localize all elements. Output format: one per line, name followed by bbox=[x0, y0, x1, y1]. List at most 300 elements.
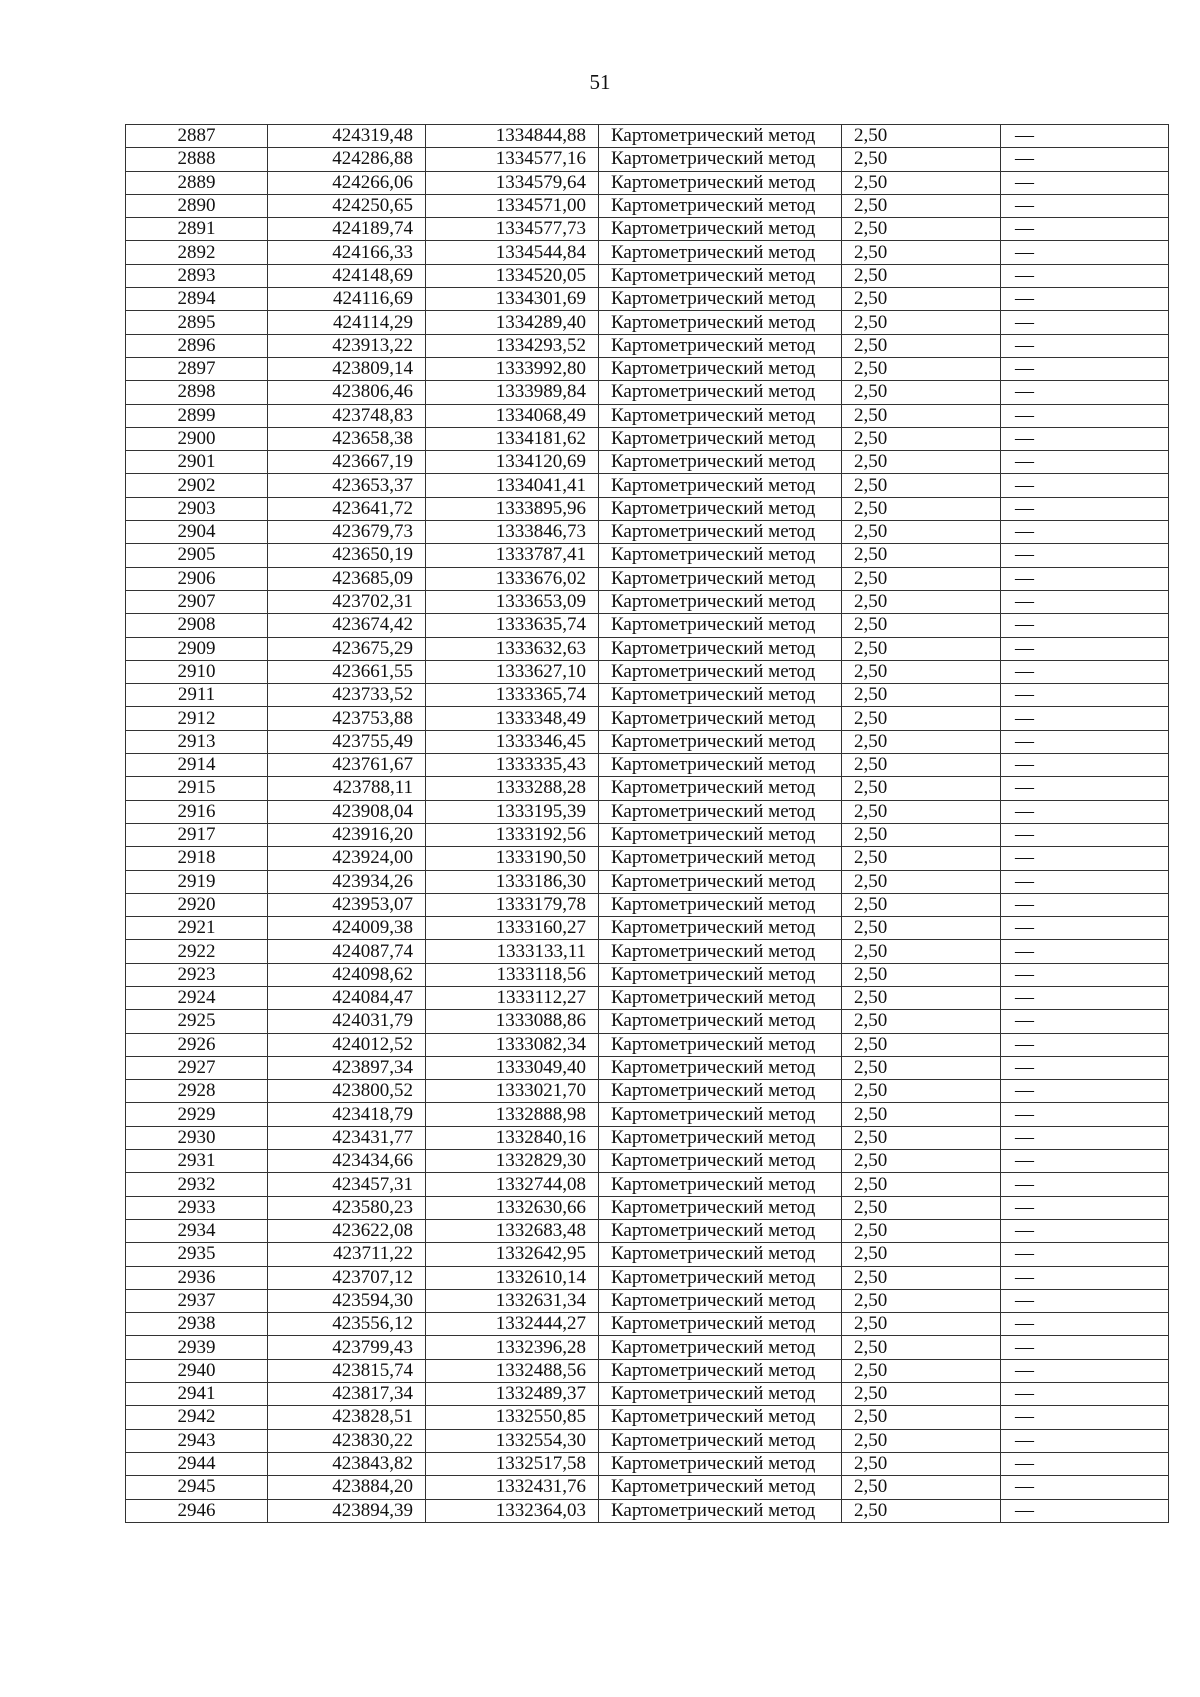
error-cell: 2,50 bbox=[842, 730, 1001, 753]
table-row bbox=[126, 544, 1169, 567]
error-cell: 2,50 bbox=[842, 148, 1001, 171]
point-number-cell: 2905 bbox=[126, 544, 268, 567]
x-coordinate-cell: 423916,20 bbox=[268, 823, 426, 846]
table-row bbox=[126, 1010, 1169, 1033]
y-coordinate-cell: 1332642,95 bbox=[426, 1243, 599, 1266]
y-coordinate-cell: 1333160,27 bbox=[426, 917, 599, 940]
method-cell: Картометрический метод bbox=[599, 218, 842, 241]
error-cell: 2,50 bbox=[842, 847, 1001, 870]
x-coordinate-cell: 423788,11 bbox=[268, 777, 426, 800]
table-row bbox=[126, 870, 1169, 893]
y-coordinate-cell: 1333632,63 bbox=[426, 637, 599, 660]
x-coordinate-cell: 423594,30 bbox=[268, 1289, 426, 1312]
x-coordinate-cell: 423580,23 bbox=[268, 1196, 426, 1219]
x-coordinate-cell: 423828,51 bbox=[268, 1406, 426, 1429]
method-cell: Картометрический метод bbox=[599, 800, 842, 823]
description-cell: — bbox=[1001, 940, 1169, 963]
table-row bbox=[126, 125, 1169, 148]
table-row bbox=[126, 1289, 1169, 1312]
description-cell: — bbox=[1001, 1476, 1169, 1499]
method-cell: Картометрический метод bbox=[599, 567, 842, 590]
table-row bbox=[126, 1243, 1169, 1266]
method-cell: Картометрический метод bbox=[599, 357, 842, 380]
description-cell: — bbox=[1001, 1080, 1169, 1103]
method-cell: Картометрический метод bbox=[599, 1243, 842, 1266]
x-coordinate-cell: 423674,42 bbox=[268, 614, 426, 637]
description-cell: — bbox=[1001, 357, 1169, 380]
x-coordinate-cell: 423894,39 bbox=[268, 1499, 426, 1522]
table-row bbox=[126, 660, 1169, 683]
x-coordinate-cell: 423457,31 bbox=[268, 1173, 426, 1196]
description-cell: — bbox=[1001, 1243, 1169, 1266]
method-cell: Картометрический метод bbox=[599, 171, 842, 194]
x-coordinate-cell: 423685,09 bbox=[268, 567, 426, 590]
x-coordinate-cell: 423924,00 bbox=[268, 847, 426, 870]
x-coordinate-cell: 423799,43 bbox=[268, 1336, 426, 1359]
description-cell: — bbox=[1001, 707, 1169, 730]
method-cell: Картометрический метод bbox=[599, 730, 842, 753]
method-cell: Картометрический метод bbox=[599, 1056, 842, 1079]
description-cell: — bbox=[1001, 847, 1169, 870]
error-cell: 2,50 bbox=[842, 614, 1001, 637]
x-coordinate-cell: 423707,12 bbox=[268, 1266, 426, 1289]
point-number-cell: 2900 bbox=[126, 427, 268, 450]
point-number-cell: 2940 bbox=[126, 1359, 268, 1382]
table-row bbox=[126, 1336, 1169, 1359]
method-cell: Картометрический метод bbox=[599, 963, 842, 986]
description-cell: — bbox=[1001, 474, 1169, 497]
description-cell: — bbox=[1001, 1103, 1169, 1126]
y-coordinate-cell: 1333992,80 bbox=[426, 357, 599, 380]
method-cell: Картометрический метод bbox=[599, 1033, 842, 1056]
point-number-cell: 2899 bbox=[126, 404, 268, 427]
y-coordinate-cell: 1333846,73 bbox=[426, 521, 599, 544]
error-cell: 2,50 bbox=[842, 1196, 1001, 1219]
y-coordinate-cell: 1333346,45 bbox=[426, 730, 599, 753]
error-cell: 2,50 bbox=[842, 1010, 1001, 1033]
x-coordinate-cell: 424266,06 bbox=[268, 171, 426, 194]
y-coordinate-cell: 1332444,27 bbox=[426, 1313, 599, 1336]
method-cell: Картометрический метод bbox=[599, 451, 842, 474]
point-number-cell: 2916 bbox=[126, 800, 268, 823]
method-cell: Картометрический метод bbox=[599, 1126, 842, 1149]
table-row bbox=[126, 684, 1169, 707]
x-coordinate-cell: 423622,08 bbox=[268, 1219, 426, 1242]
point-number-cell: 2915 bbox=[126, 777, 268, 800]
y-coordinate-cell: 1332840,16 bbox=[426, 1126, 599, 1149]
y-coordinate-cell: 1334579,64 bbox=[426, 171, 599, 194]
description-cell: — bbox=[1001, 288, 1169, 311]
method-cell: Картометрический метод bbox=[599, 1452, 842, 1475]
y-coordinate-cell: 1334301,69 bbox=[426, 288, 599, 311]
description-cell: — bbox=[1001, 148, 1169, 171]
y-coordinate-cell: 1332431,76 bbox=[426, 1476, 599, 1499]
y-coordinate-cell: 1332396,28 bbox=[426, 1336, 599, 1359]
x-coordinate-cell: 423556,12 bbox=[268, 1313, 426, 1336]
description-cell: — bbox=[1001, 1313, 1169, 1336]
point-number-cell: 2887 bbox=[126, 125, 268, 148]
table-row bbox=[126, 171, 1169, 194]
x-coordinate-cell: 423884,20 bbox=[268, 1476, 426, 1499]
x-coordinate-cell: 423702,31 bbox=[268, 590, 426, 613]
method-cell: Картометрический метод bbox=[599, 777, 842, 800]
method-cell: Картометрический метод bbox=[599, 823, 842, 846]
error-cell: 2,50 bbox=[842, 1336, 1001, 1359]
error-cell: 2,50 bbox=[842, 264, 1001, 287]
y-coordinate-cell: 1333088,86 bbox=[426, 1010, 599, 1033]
x-coordinate-cell: 424319,48 bbox=[268, 125, 426, 148]
description-cell: — bbox=[1001, 567, 1169, 590]
method-cell: Картометрический метод bbox=[599, 194, 842, 217]
error-cell: 2,50 bbox=[842, 637, 1001, 660]
y-coordinate-cell: 1332517,58 bbox=[426, 1452, 599, 1475]
y-coordinate-cell: 1333895,96 bbox=[426, 497, 599, 520]
x-coordinate-cell: 423658,38 bbox=[268, 427, 426, 450]
y-coordinate-cell: 1334544,84 bbox=[426, 241, 599, 264]
error-cell: 2,50 bbox=[842, 963, 1001, 986]
y-coordinate-cell: 1333118,56 bbox=[426, 963, 599, 986]
error-cell: 2,50 bbox=[842, 1476, 1001, 1499]
description-cell: — bbox=[1001, 497, 1169, 520]
error-cell: 2,50 bbox=[842, 404, 1001, 427]
point-number-cell: 2911 bbox=[126, 684, 268, 707]
description-cell: — bbox=[1001, 917, 1169, 940]
x-coordinate-cell: 424012,52 bbox=[268, 1033, 426, 1056]
error-cell: 2,50 bbox=[842, 1126, 1001, 1149]
y-coordinate-cell: 1333021,70 bbox=[426, 1080, 599, 1103]
point-number-cell: 2896 bbox=[126, 334, 268, 357]
y-coordinate-cell: 1333133,11 bbox=[426, 940, 599, 963]
method-cell: Картометрический метод bbox=[599, 940, 842, 963]
x-coordinate-cell: 423650,19 bbox=[268, 544, 426, 567]
error-cell: 2,50 bbox=[842, 1219, 1001, 1242]
description-cell: — bbox=[1001, 334, 1169, 357]
table-row bbox=[126, 357, 1169, 380]
y-coordinate-cell: 1333989,84 bbox=[426, 381, 599, 404]
description-cell: — bbox=[1001, 1196, 1169, 1219]
y-coordinate-cell: 1334289,40 bbox=[426, 311, 599, 334]
description-cell: — bbox=[1001, 1266, 1169, 1289]
x-coordinate-cell: 423908,04 bbox=[268, 800, 426, 823]
error-cell: 2,50 bbox=[842, 1289, 1001, 1312]
table-row bbox=[126, 264, 1169, 287]
table-row bbox=[126, 1103, 1169, 1126]
y-coordinate-cell: 1332744,08 bbox=[426, 1173, 599, 1196]
method-cell: Картометрический метод bbox=[599, 1359, 842, 1382]
point-number-cell: 2917 bbox=[126, 823, 268, 846]
point-number-cell: 2926 bbox=[126, 1033, 268, 1056]
point-number-cell: 2893 bbox=[126, 264, 268, 287]
error-cell: 2,50 bbox=[842, 660, 1001, 683]
y-coordinate-cell: 1333192,56 bbox=[426, 823, 599, 846]
y-coordinate-cell: 1332683,48 bbox=[426, 1219, 599, 1242]
x-coordinate-cell: 423653,37 bbox=[268, 474, 426, 497]
description-cell: — bbox=[1001, 311, 1169, 334]
table-row bbox=[126, 497, 1169, 520]
x-coordinate-cell: 424084,47 bbox=[268, 986, 426, 1009]
table-row bbox=[126, 1429, 1169, 1452]
point-number-cell: 2909 bbox=[126, 637, 268, 660]
table-row bbox=[126, 986, 1169, 1009]
description-cell: — bbox=[1001, 800, 1169, 823]
table-row bbox=[126, 893, 1169, 916]
x-coordinate-cell: 424286,88 bbox=[268, 148, 426, 171]
x-coordinate-cell: 423809,14 bbox=[268, 357, 426, 380]
y-coordinate-cell: 1333195,39 bbox=[426, 800, 599, 823]
y-coordinate-cell: 1332888,98 bbox=[426, 1103, 599, 1126]
table-row bbox=[126, 218, 1169, 241]
method-cell: Картометрический метод bbox=[599, 590, 842, 613]
error-cell: 2,50 bbox=[842, 893, 1001, 916]
table-row bbox=[126, 963, 1169, 986]
table-row bbox=[126, 474, 1169, 497]
page-number: 51 bbox=[589, 70, 611, 94]
x-coordinate-cell: 424189,74 bbox=[268, 218, 426, 241]
method-cell: Картометрический метод bbox=[599, 917, 842, 940]
description-cell: — bbox=[1001, 870, 1169, 893]
error-cell: 2,50 bbox=[842, 567, 1001, 590]
x-coordinate-cell: 424031,79 bbox=[268, 1010, 426, 1033]
coordinates-table-body bbox=[126, 125, 1169, 1523]
point-number-cell: 2890 bbox=[126, 194, 268, 217]
description-cell: — bbox=[1001, 963, 1169, 986]
point-number-cell: 2930 bbox=[126, 1126, 268, 1149]
y-coordinate-cell: 1333676,02 bbox=[426, 567, 599, 590]
point-number-cell: 2889 bbox=[126, 171, 268, 194]
error-cell: 2,50 bbox=[842, 451, 1001, 474]
point-number-cell: 2927 bbox=[126, 1056, 268, 1079]
method-cell: Картометрический метод bbox=[599, 870, 842, 893]
y-coordinate-cell: 1333082,34 bbox=[426, 1033, 599, 1056]
table-row bbox=[126, 1056, 1169, 1079]
method-cell: Картометрический метод bbox=[599, 1336, 842, 1359]
description-cell: — bbox=[1001, 194, 1169, 217]
table-row bbox=[126, 521, 1169, 544]
point-number-cell: 2922 bbox=[126, 940, 268, 963]
table-row bbox=[126, 1196, 1169, 1219]
error-cell: 2,50 bbox=[842, 497, 1001, 520]
description-cell: — bbox=[1001, 893, 1169, 916]
error-cell: 2,50 bbox=[842, 1313, 1001, 1336]
y-coordinate-cell: 1332489,37 bbox=[426, 1383, 599, 1406]
error-cell: 2,50 bbox=[842, 917, 1001, 940]
description-cell: — bbox=[1001, 730, 1169, 753]
method-cell: Картометрический метод bbox=[599, 125, 842, 148]
error-cell: 2,50 bbox=[842, 241, 1001, 264]
x-coordinate-cell: 424116,69 bbox=[268, 288, 426, 311]
error-cell: 2,50 bbox=[842, 194, 1001, 217]
error-cell: 2,50 bbox=[842, 1033, 1001, 1056]
point-number-cell: 2897 bbox=[126, 357, 268, 380]
x-coordinate-cell: 424148,69 bbox=[268, 264, 426, 287]
x-coordinate-cell: 423800,52 bbox=[268, 1080, 426, 1103]
description-cell: — bbox=[1001, 125, 1169, 148]
description-cell: — bbox=[1001, 1150, 1169, 1173]
y-coordinate-cell: 1333190,50 bbox=[426, 847, 599, 870]
point-number-cell: 2901 bbox=[126, 451, 268, 474]
table-row bbox=[126, 823, 1169, 846]
error-cell: 2,50 bbox=[842, 1429, 1001, 1452]
error-cell: 2,50 bbox=[842, 125, 1001, 148]
table-row bbox=[126, 148, 1169, 171]
description-cell: — bbox=[1001, 171, 1169, 194]
point-number-cell: 2942 bbox=[126, 1406, 268, 1429]
x-coordinate-cell: 423761,67 bbox=[268, 754, 426, 777]
description-cell: — bbox=[1001, 1010, 1169, 1033]
error-cell: 2,50 bbox=[842, 544, 1001, 567]
method-cell: Картометрический метод bbox=[599, 893, 842, 916]
x-coordinate-cell: 424250,65 bbox=[268, 194, 426, 217]
error-cell: 2,50 bbox=[842, 311, 1001, 334]
error-cell: 2,50 bbox=[842, 684, 1001, 707]
method-cell: Картометрический метод bbox=[599, 427, 842, 450]
y-coordinate-cell: 1333335,43 bbox=[426, 754, 599, 777]
method-cell: Картометрический метод bbox=[599, 1173, 842, 1196]
point-number-cell: 2923 bbox=[126, 963, 268, 986]
point-number-cell: 2902 bbox=[126, 474, 268, 497]
point-number-cell: 2910 bbox=[126, 660, 268, 683]
point-number-cell: 2892 bbox=[126, 241, 268, 264]
method-cell: Картометрический метод bbox=[599, 497, 842, 520]
y-coordinate-cell: 1333179,78 bbox=[426, 893, 599, 916]
x-coordinate-cell: 423748,83 bbox=[268, 404, 426, 427]
point-number-cell: 2907 bbox=[126, 590, 268, 613]
x-coordinate-cell: 423806,46 bbox=[268, 381, 426, 404]
y-coordinate-cell: 1334571,00 bbox=[426, 194, 599, 217]
table-row bbox=[126, 1126, 1169, 1149]
error-cell: 2,50 bbox=[842, 357, 1001, 380]
error-cell: 2,50 bbox=[842, 1080, 1001, 1103]
y-coordinate-cell: 1333348,49 bbox=[426, 707, 599, 730]
description-cell: — bbox=[1001, 241, 1169, 264]
description-cell: — bbox=[1001, 823, 1169, 846]
error-cell: 2,50 bbox=[842, 1103, 1001, 1126]
method-cell: Картометрический метод bbox=[599, 1103, 842, 1126]
error-cell: 2,50 bbox=[842, 334, 1001, 357]
method-cell: Картометрический метод bbox=[599, 1499, 842, 1522]
error-cell: 2,50 bbox=[842, 590, 1001, 613]
method-cell: Картометрический метод bbox=[599, 544, 842, 567]
y-coordinate-cell: 1333787,41 bbox=[426, 544, 599, 567]
point-number-cell: 2912 bbox=[126, 707, 268, 730]
description-cell: — bbox=[1001, 1336, 1169, 1359]
method-cell: Картометрический метод bbox=[599, 1383, 842, 1406]
table-row bbox=[126, 404, 1169, 427]
point-number-cell: 2906 bbox=[126, 567, 268, 590]
error-cell: 2,50 bbox=[842, 800, 1001, 823]
y-coordinate-cell: 1333627,10 bbox=[426, 660, 599, 683]
method-cell: Картометрический метод bbox=[599, 1150, 842, 1173]
y-coordinate-cell: 1333365,74 bbox=[426, 684, 599, 707]
y-coordinate-cell: 1334520,05 bbox=[426, 264, 599, 287]
table-row bbox=[126, 311, 1169, 334]
method-cell: Картометрический метод bbox=[599, 847, 842, 870]
description-cell: — bbox=[1001, 521, 1169, 544]
method-cell: Картометрический метод bbox=[599, 1266, 842, 1289]
description-cell: — bbox=[1001, 660, 1169, 683]
point-number-cell: 2914 bbox=[126, 754, 268, 777]
y-coordinate-cell: 1334068,49 bbox=[426, 404, 599, 427]
point-number-cell: 2932 bbox=[126, 1173, 268, 1196]
point-number-cell: 2941 bbox=[126, 1383, 268, 1406]
error-cell: 2,50 bbox=[842, 474, 1001, 497]
x-coordinate-cell: 423661,55 bbox=[268, 660, 426, 683]
description-cell: — bbox=[1001, 777, 1169, 800]
method-cell: Картометрический метод bbox=[599, 1429, 842, 1452]
x-coordinate-cell: 423817,34 bbox=[268, 1383, 426, 1406]
x-coordinate-cell: 423431,77 bbox=[268, 1126, 426, 1149]
y-coordinate-cell: 1333049,40 bbox=[426, 1056, 599, 1079]
error-cell: 2,50 bbox=[842, 940, 1001, 963]
description-cell: — bbox=[1001, 684, 1169, 707]
error-cell: 2,50 bbox=[842, 777, 1001, 800]
description-cell: — bbox=[1001, 1033, 1169, 1056]
table-row bbox=[126, 1383, 1169, 1406]
method-cell: Картометрический метод bbox=[599, 264, 842, 287]
error-cell: 2,50 bbox=[842, 986, 1001, 1009]
point-number-cell: 2934 bbox=[126, 1219, 268, 1242]
error-cell: 2,50 bbox=[842, 707, 1001, 730]
table-row bbox=[126, 1452, 1169, 1475]
y-coordinate-cell: 1334181,62 bbox=[426, 427, 599, 450]
error-cell: 2,50 bbox=[842, 1499, 1001, 1522]
point-number-cell: 2903 bbox=[126, 497, 268, 520]
x-coordinate-cell: 423830,22 bbox=[268, 1429, 426, 1452]
description-cell: — bbox=[1001, 544, 1169, 567]
x-coordinate-cell: 423755,49 bbox=[268, 730, 426, 753]
point-number-cell: 2921 bbox=[126, 917, 268, 940]
error-cell: 2,50 bbox=[842, 754, 1001, 777]
table-row bbox=[126, 1406, 1169, 1429]
point-number-cell: 2894 bbox=[126, 288, 268, 311]
table-row bbox=[126, 1219, 1169, 1242]
table-row bbox=[126, 1080, 1169, 1103]
point-number-cell: 2904 bbox=[126, 521, 268, 544]
error-cell: 2,50 bbox=[842, 1266, 1001, 1289]
x-coordinate-cell: 423913,22 bbox=[268, 334, 426, 357]
point-number-cell: 2920 bbox=[126, 893, 268, 916]
point-number-cell: 2935 bbox=[126, 1243, 268, 1266]
description-cell: — bbox=[1001, 1219, 1169, 1242]
y-coordinate-cell: 1332364,03 bbox=[426, 1499, 599, 1522]
error-cell: 2,50 bbox=[842, 823, 1001, 846]
table-row bbox=[126, 777, 1169, 800]
description-cell: — bbox=[1001, 1289, 1169, 1312]
error-cell: 2,50 bbox=[842, 1056, 1001, 1079]
point-number-cell: 2908 bbox=[126, 614, 268, 637]
x-coordinate-cell: 424098,62 bbox=[268, 963, 426, 986]
y-coordinate-cell: 1332829,30 bbox=[426, 1150, 599, 1173]
y-coordinate-cell: 1332631,34 bbox=[426, 1289, 599, 1312]
x-coordinate-cell: 423418,79 bbox=[268, 1103, 426, 1126]
table-row bbox=[126, 241, 1169, 264]
table-row bbox=[126, 567, 1169, 590]
error-cell: 2,50 bbox=[842, 870, 1001, 893]
description-cell: — bbox=[1001, 1359, 1169, 1382]
method-cell: Картометрический метод bbox=[599, 614, 842, 637]
point-number-cell: 2946 bbox=[126, 1499, 268, 1522]
method-cell: Картометрический метод bbox=[599, 241, 842, 264]
error-cell: 2,50 bbox=[842, 427, 1001, 450]
description-cell: — bbox=[1001, 986, 1169, 1009]
method-cell: Картометрический метод bbox=[599, 684, 842, 707]
x-coordinate-cell: 423953,07 bbox=[268, 893, 426, 916]
method-cell: Картометрический метод bbox=[599, 660, 842, 683]
table-row bbox=[126, 334, 1169, 357]
y-coordinate-cell: 1334041,41 bbox=[426, 474, 599, 497]
x-coordinate-cell: 423711,22 bbox=[268, 1243, 426, 1266]
description-cell: — bbox=[1001, 614, 1169, 637]
